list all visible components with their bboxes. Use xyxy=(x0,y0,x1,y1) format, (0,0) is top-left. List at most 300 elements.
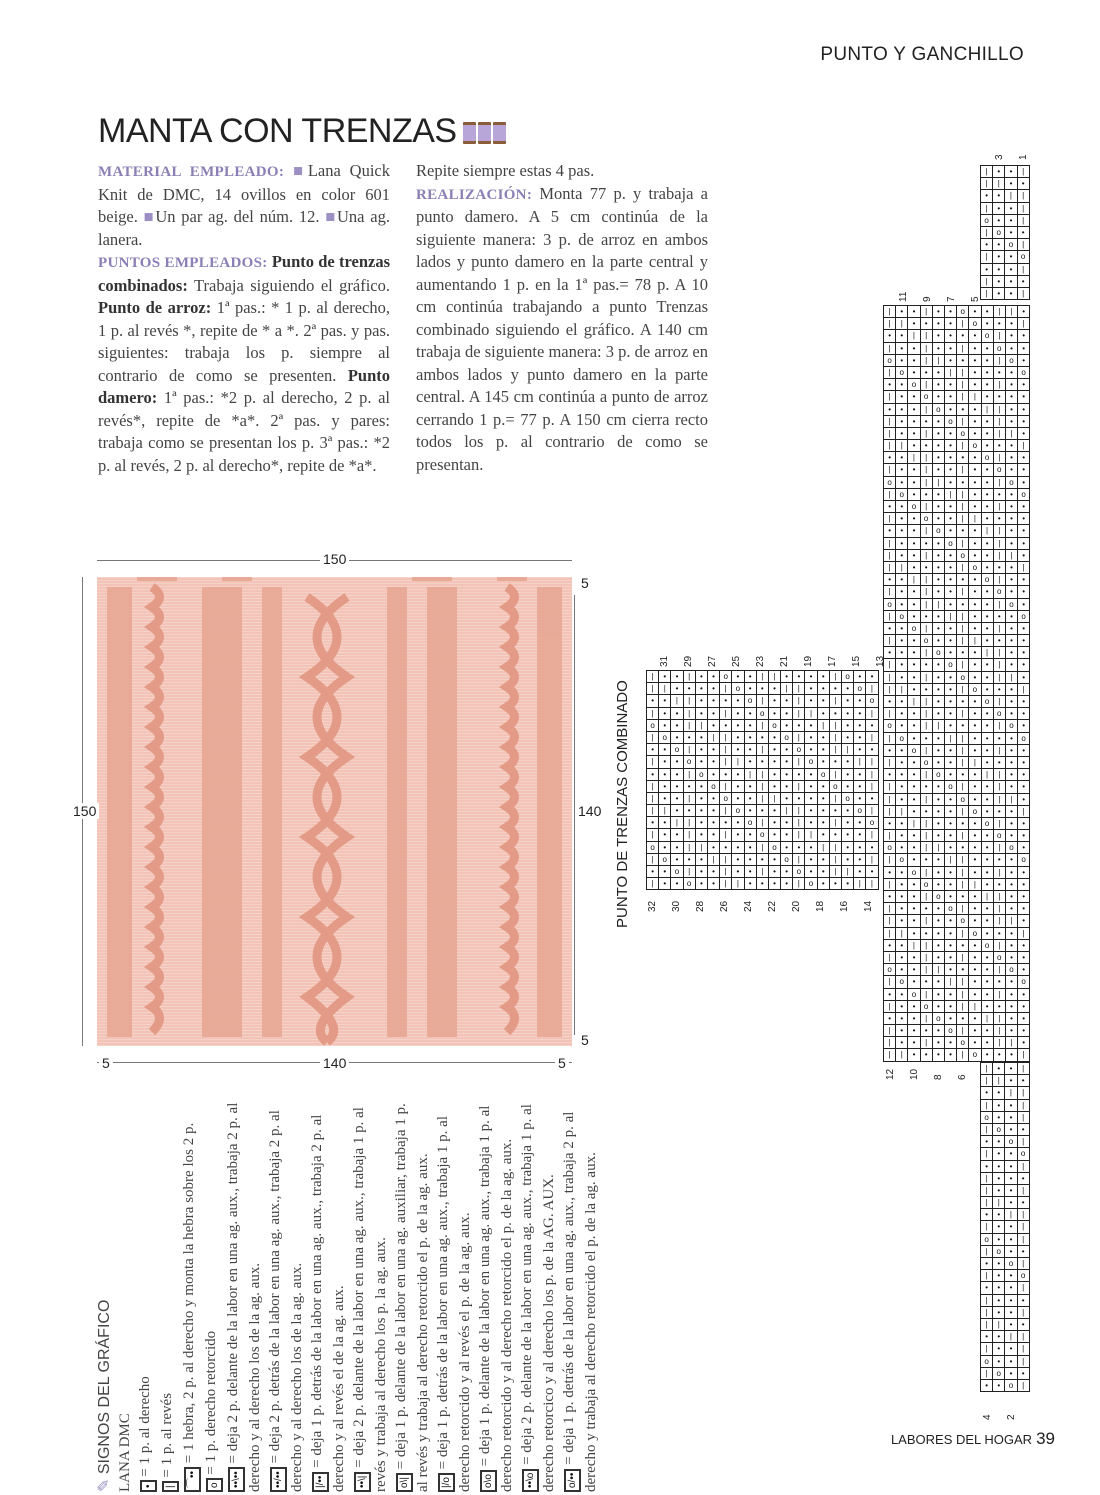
stitch-cell: | xyxy=(921,842,932,853)
stitch-cell: • xyxy=(896,574,907,585)
stitch-cell: | xyxy=(981,1307,992,1318)
stitch-cell: • xyxy=(945,696,956,707)
stitch-cell: | xyxy=(884,879,895,890)
stitch-cell: | xyxy=(884,635,895,646)
stitch-cell: • xyxy=(1006,391,1017,402)
stitch-cell: • xyxy=(757,854,768,865)
stitch-cell: | xyxy=(1018,440,1029,451)
stitch-cell: • xyxy=(933,794,944,805)
stitch-cell: • xyxy=(1006,343,1017,354)
stitch-cell: • xyxy=(969,428,980,439)
stitch-cell: • xyxy=(969,940,980,951)
stitch-cell: o xyxy=(720,671,731,682)
stitch-cell: | xyxy=(1018,1380,1029,1391)
row-number: 2 xyxy=(1006,1414,1017,1420)
stitch-cell: o xyxy=(957,915,968,926)
stitch-cell: • xyxy=(818,744,829,755)
stitch-cell: • xyxy=(1005,288,1016,299)
stitch-cell: • xyxy=(793,793,804,804)
stitch-cell: • xyxy=(1005,178,1016,189)
stitch-cell: | xyxy=(921,623,932,634)
stitch-cell: | xyxy=(866,769,877,780)
stitch-cell: • xyxy=(993,288,1004,299)
stitch-cell: • xyxy=(896,659,907,670)
stitch-cell: • xyxy=(696,708,707,719)
stitch-cell: • xyxy=(1018,276,1029,287)
stitch-cell: • xyxy=(842,720,853,731)
stitch-cell: • xyxy=(896,513,907,524)
stitch-cell: | xyxy=(982,769,993,780)
stitch-cell: | xyxy=(945,367,956,378)
row-number: 12 xyxy=(885,1068,896,1080)
stitch-cell: • xyxy=(945,635,956,646)
stitch-cell: • xyxy=(945,989,956,1000)
stitch-cell: • xyxy=(945,330,956,341)
stitch-cell: | xyxy=(994,416,1005,427)
stitch-cell: | xyxy=(1018,166,1029,177)
stitch-cell: • xyxy=(696,756,707,767)
row-number: 23 xyxy=(755,655,766,667)
stitch-cell: • xyxy=(1018,306,1029,317)
stitch-cell: • xyxy=(896,550,907,561)
stitch-cell: • xyxy=(994,611,1005,622)
stitch-cell: • xyxy=(659,817,670,828)
row-number: 5 xyxy=(970,296,981,302)
stitch-cell: • xyxy=(671,781,682,792)
stitch-cell: • xyxy=(908,1049,919,1060)
stitch-cell: | xyxy=(994,428,1005,439)
stitch-cell: • xyxy=(945,830,956,841)
stitch-cell: • xyxy=(696,695,707,706)
stitch-cell: | xyxy=(1006,1037,1017,1048)
chart-grid-left xyxy=(646,670,879,890)
stitch-cell: • xyxy=(671,732,682,743)
stitch-cell: • xyxy=(957,940,968,951)
stitch-cell: • xyxy=(842,732,853,743)
stitch-cell: o xyxy=(793,866,804,877)
stitch-cell: o xyxy=(1018,733,1029,744)
stitch-cell: • xyxy=(896,915,907,926)
stitch-cell: • xyxy=(982,1037,993,1048)
stitch-cell: • xyxy=(1018,525,1029,536)
stitch-cell: | xyxy=(793,817,804,828)
stitch-cell: | xyxy=(957,806,968,817)
stitch-cell: | xyxy=(945,854,956,865)
stitch-cell: • xyxy=(684,732,695,743)
stitch-cell: | xyxy=(994,989,1005,1000)
stitch-cell: | xyxy=(769,793,780,804)
stitch-cell: • xyxy=(945,391,956,402)
stitch-cell: • xyxy=(969,404,980,415)
stitch-cell: • xyxy=(884,696,895,707)
stitch-cell: | xyxy=(957,1025,968,1036)
stitch-cell: | xyxy=(781,805,792,816)
stitch-cell: • xyxy=(993,1295,1004,1306)
stitch-cell: | xyxy=(921,952,932,963)
stitch-cell: | xyxy=(884,952,895,963)
stitch-cell: • xyxy=(1006,525,1017,536)
stitch-cell: • xyxy=(708,805,719,816)
stitch-cell: • xyxy=(908,1001,919,1012)
stitch-cell: • xyxy=(745,708,756,719)
stitch-cell: • xyxy=(933,952,944,963)
stitch-cell: • xyxy=(1018,781,1029,792)
stitch-cell: • xyxy=(884,525,895,536)
stitch-cell: | xyxy=(1018,1087,1029,1098)
stitch-cell: | xyxy=(981,1197,992,1208)
stitch-cell: o xyxy=(933,404,944,415)
stitch-cell: | xyxy=(921,355,932,366)
stitch-cell: • xyxy=(732,720,743,731)
stitch-cell: • xyxy=(896,903,907,914)
stitch-cell: • xyxy=(933,330,944,341)
stitch-cell: | xyxy=(921,989,932,1000)
stitch-cell: o xyxy=(896,733,907,744)
stitch-cell: • xyxy=(908,806,919,817)
stitch-cell: • xyxy=(842,756,853,767)
stitch-cell: • xyxy=(1006,1013,1017,1024)
stitch-cell: | xyxy=(793,756,804,767)
stitch-cell: • xyxy=(982,440,993,451)
stitch-cell: • xyxy=(842,817,853,828)
stitch-cell: | xyxy=(793,708,804,719)
stitch-cell: • xyxy=(854,781,865,792)
stitch-cell: | xyxy=(720,878,731,889)
stitch-cell: • xyxy=(1005,1234,1016,1245)
stitch-cell: • xyxy=(732,854,743,865)
stitch-cell: | xyxy=(647,793,658,804)
stitch-cell: • xyxy=(818,781,829,792)
stitch-cell: o xyxy=(769,842,780,853)
stitch-cell: | xyxy=(921,452,932,463)
stitch-cell: • xyxy=(969,538,980,549)
stitch-cell: • xyxy=(945,623,956,634)
stitch-cell: o xyxy=(993,1368,1004,1379)
stitch-cell: • xyxy=(933,928,944,939)
stitch-cell: • xyxy=(993,190,1004,201)
stitch-cell: | xyxy=(921,379,932,390)
stitch-cell: • xyxy=(1006,891,1017,902)
stitch-cell: • xyxy=(1006,1049,1017,1060)
stitch-cell: • xyxy=(921,928,932,939)
legend-text: = deja 1 p. detrás de la labor en una ag. aux., trabaja 2 p. al derecho y trabaja al derecho retorcido el p. de la ag. aux. xyxy=(561,1111,599,1492)
stitch-cell: • xyxy=(1018,464,1029,475)
stitch-symbol-icon: o/•• xyxy=(564,1469,581,1492)
stitch-cell: • xyxy=(732,781,743,792)
stitch-cell: • xyxy=(933,733,944,744)
stitch-cell: • xyxy=(969,842,980,853)
stitch-cell: • xyxy=(969,794,980,805)
stitch-cell: • xyxy=(684,683,695,694)
stitch-cell: | xyxy=(647,854,658,865)
stitch-cell: | xyxy=(1018,1343,1029,1354)
stitch-cell: • xyxy=(708,671,719,682)
material-label: MATERIAL EMPLEADO: xyxy=(98,164,285,180)
stitch-cell: o xyxy=(908,867,919,878)
stitch-cell: • xyxy=(908,306,919,317)
stitch-cell: • xyxy=(1006,708,1017,719)
legend-text: = 1 p. derecho retorcido xyxy=(203,1330,219,1475)
stitch-cell: | xyxy=(921,599,932,610)
stitch-cell: • xyxy=(969,659,980,670)
stitch-cell: • xyxy=(921,659,932,670)
stitch-cell: • xyxy=(994,976,1005,987)
stitch-cell: | xyxy=(957,416,968,427)
stitch-cell: • xyxy=(696,781,707,792)
stitch-cell: • xyxy=(933,684,944,695)
stitch-cell: • xyxy=(671,854,682,865)
stitch-cell: o xyxy=(884,720,895,731)
material-text: Lana Quick Knit de DMC, 14 ovillos en color 601 beige. xyxy=(98,161,391,226)
stitch-cell: • xyxy=(933,586,944,597)
stitch-cell: • xyxy=(908,391,919,402)
bottom-border-label: 5 xyxy=(578,1032,592,1048)
stitch-cell: | xyxy=(884,708,895,719)
stitch-cell: • xyxy=(1018,818,1029,829)
stitch-cell: | xyxy=(921,428,932,439)
stitch-cell: • xyxy=(1005,1075,1016,1086)
stitch-cell: • xyxy=(884,379,895,390)
stitch-cell: • xyxy=(896,989,907,1000)
row-number: 15 xyxy=(851,655,862,667)
stitch-cell: • xyxy=(671,793,682,804)
stitch-cell: • xyxy=(781,695,792,706)
stitch-cell: • xyxy=(884,501,895,512)
stitch-cell: • xyxy=(896,477,907,488)
stitch-cell: | xyxy=(1006,915,1017,926)
stitch-cell: | xyxy=(1005,1209,1016,1220)
row-number: 13 xyxy=(875,655,886,667)
stitch-cell: • xyxy=(1006,647,1017,658)
stitch-cell: • xyxy=(908,513,919,524)
stitch-cell: | xyxy=(830,817,841,828)
stitch-cell: • xyxy=(969,708,980,719)
stitch-cell: | xyxy=(921,794,932,805)
stitch-cell: • xyxy=(981,1087,992,1098)
stitch-cell: • xyxy=(969,854,980,865)
stitch-cell: • xyxy=(1018,830,1029,841)
stitch-cell: • xyxy=(933,867,944,878)
stitch-cell: | xyxy=(1005,1331,1016,1342)
stitch-cell: | xyxy=(957,440,968,451)
legend-text: = deja 1 p. delante de la labor en una ag. aux., trabaja 1 p. al derecho retorcido y al derecho retorcido el p. de la ag. aux. xyxy=(477,1105,515,1492)
stitch-cell: • xyxy=(933,903,944,914)
stitch-cell: o xyxy=(769,720,780,731)
stitch-cell: | xyxy=(720,866,731,877)
row-number: 14 xyxy=(863,900,874,912)
stitch-cell: • xyxy=(945,769,956,780)
stitch-cell: • xyxy=(1006,452,1017,463)
stitch-cell: • xyxy=(945,464,956,475)
stitch-cell: • xyxy=(982,513,993,524)
stitch-cell: • xyxy=(908,684,919,695)
stitch-cell: • xyxy=(769,866,780,877)
stitch-cell: o xyxy=(671,866,682,877)
stitch-cell: • xyxy=(1018,915,1029,926)
stitch-cell: o xyxy=(921,635,932,646)
stitch-cell: • xyxy=(805,671,816,682)
stitch-cell: • xyxy=(854,793,865,804)
row-number: 1 xyxy=(1018,154,1029,160)
stitch-cell: o xyxy=(720,793,731,804)
text-column-2 xyxy=(416,160,708,476)
stitch-cell: • xyxy=(732,829,743,840)
stitch-cell: • xyxy=(1005,1221,1016,1232)
stitch-cell: | xyxy=(793,781,804,792)
stitch-cell: • xyxy=(1005,264,1016,275)
stitch-cell: | xyxy=(696,842,707,853)
stitch-cell: • xyxy=(1018,794,1029,805)
stitch-cell: • xyxy=(671,756,682,767)
stitch-cell: | xyxy=(884,538,895,549)
stitch-cell: • xyxy=(969,477,980,488)
stitch-cell: • xyxy=(1006,952,1017,963)
title-text: MANTA CON TRENZAS xyxy=(98,112,457,150)
stitch-cell: | xyxy=(969,391,980,402)
stitch-cell: • xyxy=(945,794,956,805)
stitch-cell: | xyxy=(957,562,968,573)
stitch-cell: • xyxy=(757,756,768,767)
stitch-cell: • xyxy=(908,343,919,354)
stitch-cell: • xyxy=(908,1013,919,1024)
stitch-cell: | xyxy=(921,720,932,731)
stitch-cell: o xyxy=(982,574,993,585)
legend-subtitle: LANA DMC xyxy=(117,1413,133,1492)
stitch-cell: • xyxy=(933,513,944,524)
stitch-cell: | xyxy=(1005,1087,1016,1098)
stitch-cell: | xyxy=(805,708,816,719)
stitch-cell: | xyxy=(994,355,1005,366)
stitch-cell: • xyxy=(982,915,993,926)
stitch-cell: • xyxy=(957,525,968,536)
stitch-cell: • xyxy=(769,756,780,767)
stitch-cell: | xyxy=(854,756,865,767)
stitch-cell: o xyxy=(969,1049,980,1060)
stitch-cell: | xyxy=(1018,1049,1029,1060)
stitch-cell: • xyxy=(993,1380,1004,1391)
stitch-cell: • xyxy=(981,264,992,275)
stitch-cell: • xyxy=(945,806,956,817)
stitch-cell: • xyxy=(945,599,956,610)
stitch-cell: • xyxy=(1018,501,1029,512)
stitch-cell: • xyxy=(696,878,707,889)
row-number: 20 xyxy=(791,900,802,912)
stitch-cell: • xyxy=(969,818,980,829)
stitch-cell: • xyxy=(884,647,895,658)
stitch-cell: • xyxy=(696,854,707,865)
stitch-cell: o xyxy=(969,928,980,939)
stitch-cell: • xyxy=(982,903,993,914)
stitch-cell: • xyxy=(671,805,682,816)
stitch-cell: o xyxy=(921,391,932,402)
stitch-cell: | xyxy=(884,464,895,475)
row-number: 30 xyxy=(671,900,682,912)
stitch-cell: • xyxy=(1006,867,1017,878)
top-border-label: 5 xyxy=(578,575,592,591)
cable-pattern xyxy=(97,577,572,1046)
stitch-cell: • xyxy=(1018,708,1029,719)
legend-item xyxy=(157,1097,179,1492)
stitch-cell: • xyxy=(933,1025,944,1036)
stitch-cell: • xyxy=(1006,538,1017,549)
stitch-cell: • xyxy=(842,781,853,792)
stitch-cell: • xyxy=(1005,1356,1016,1367)
stitch-cell: • xyxy=(969,599,980,610)
stitch-cell: | xyxy=(684,866,695,877)
stitch-cell: o xyxy=(994,830,1005,841)
stitch-cell: • xyxy=(720,817,731,828)
stitch-cell: • xyxy=(993,203,1004,214)
stitch-cell: | xyxy=(647,756,658,767)
stitch-cell: • xyxy=(842,854,853,865)
stitch-cell: | xyxy=(981,1075,992,1086)
stitch-symbol-icon: ••/•• xyxy=(270,1467,287,1492)
stitch-cell: | xyxy=(696,720,707,731)
stitch-cell: | xyxy=(969,1001,980,1012)
stitch-cell: • xyxy=(896,769,907,780)
stitch-cell: • xyxy=(818,805,829,816)
stitch-cell: • xyxy=(969,501,980,512)
stitch-cell: • xyxy=(921,733,932,744)
stitch-cell: • xyxy=(745,866,756,877)
stitch-cell: • xyxy=(1018,952,1029,963)
stitch-cell: • xyxy=(781,781,792,792)
stitch-cell: • xyxy=(884,330,895,341)
stitch-cell: o xyxy=(982,818,993,829)
stitch-cell: | xyxy=(647,878,658,889)
stitch-cell: • xyxy=(994,367,1005,378)
stitch-cell: • xyxy=(896,464,907,475)
stitch-cell: | xyxy=(1018,239,1029,250)
stitch-cell: • xyxy=(969,623,980,634)
stitch-cell: • xyxy=(896,623,907,634)
stitch-cell: • xyxy=(1018,343,1029,354)
stitch-cell: • xyxy=(757,732,768,743)
stitch-cell: • xyxy=(993,1185,1004,1196)
stitch-cell: • xyxy=(982,708,993,719)
stitch-cell: | xyxy=(1018,203,1029,214)
stitch-cell: • xyxy=(781,829,792,840)
stitch-cell: • xyxy=(769,805,780,816)
stitch-cell: | xyxy=(921,891,932,902)
realizacion-text: Monta 77 p. y trabaja a punto damero. A 5 cm continúa de la siguiente manera: 3 p. de arroz en ambos lados y punto damero en la parte central y aumentando 1 p. en la 1ª pas.= 78 p. A 10 cm continúa trabajando a punto Trenzas combinado siguiendo el gráfico. A 140 cm trabaja de siguiente manera: 3 p. de arroz en ambos lados y punto damero en la parte central. A 145 cm continúa a punto de arroz cerrando 1 p.= 77 p. A 150 cm cierra recto todos los p. al contrario de como se presentan. xyxy=(416,183,708,474)
stitch-cell: | xyxy=(994,745,1005,756)
stitch-cell: • xyxy=(1006,464,1017,475)
stitch-cell: | xyxy=(720,805,731,816)
legend-item xyxy=(307,1097,349,1492)
stitch-cell: • xyxy=(884,1013,895,1024)
stitch-cell: • xyxy=(969,903,980,914)
stitch-cell: • xyxy=(921,854,932,865)
stitch-cell: • xyxy=(896,428,907,439)
stitch-cell: • xyxy=(1006,854,1017,865)
width-label: 150 xyxy=(320,551,349,567)
stitch-cell: | xyxy=(969,635,980,646)
stitch-cell: • xyxy=(1018,842,1029,853)
stitch-cell: o xyxy=(732,683,743,694)
stitch-cell: • xyxy=(1005,227,1016,238)
stitch-cell: • xyxy=(696,744,707,755)
stitch-cell: | xyxy=(884,416,895,427)
stitch-cell: o xyxy=(981,1234,992,1245)
stitch-cell: • xyxy=(908,428,919,439)
stitch-cell: • xyxy=(908,708,919,719)
stitch-cell: • xyxy=(1005,1319,1016,1330)
stitch-cell: • xyxy=(708,878,719,889)
stitch-cell: • xyxy=(945,513,956,524)
stitch-cell: | xyxy=(982,404,993,415)
stitch-cell: • xyxy=(993,1136,1004,1147)
